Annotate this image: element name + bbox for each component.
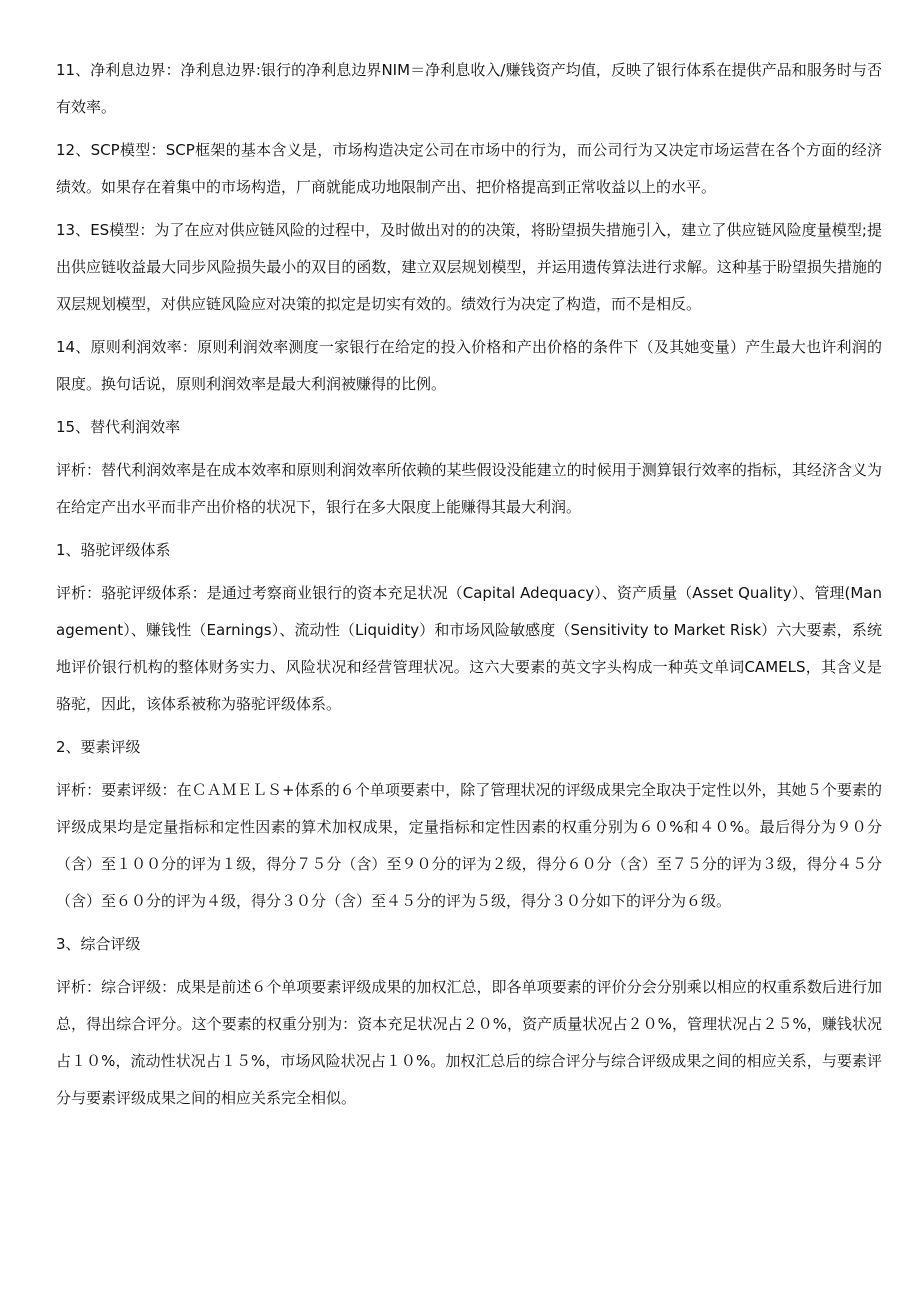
paragraph-camels-rating-system: 评析：骆驼评级体系：是通过考察商业银行的资本充足状况（Capital Adequacy）、资产质量（Asset Quality）、管理(Management）、赚钱性（Earnings）、流动性（Liquidity）和市场风险敏感度（Sensitivity to Market Risk）六大要素，系统地评价银行机构的整体财务实力、风险状况和经营管理状况。这六大要素的英文字头构成一种英文单词CAMELS，其含义是骆驼，因此，该体系被称为骆驼评级体系。 xyxy=(56,584,882,713)
document-page xyxy=(56,52,882,1123)
paragraph-component-rating: 评析：要素评级：在ＣＡＭＥＬＳ+体系的６个单项要素中，除了管理状况的评级成果完全取决于定性以外，其她５个要素的评级成果均是定量指标和定性因素的算术加权成果，定量指标和定性因素的权重分别为６０%和４０%。最后得分为９０分（含）至１００分的评为１级，得分７５分（含）至９０分的评为２级，得分６０分（含）至７５分的评为３级，得分４５分（含）至６０分的评为４级，得分３０分（含）至４５分的评为５级，得分３０分如下的评分为６级。 xyxy=(56,781,882,910)
paragraph-alternative-profit-efficiency: 评析：替代利润效率是在成本效率和原则利润效率所依赖的某些假设没能建立的时候用于测算银行效率的指标，其经济含义为在给定产出水平而非产出价格的状况下，银行在多大限度上能赚得其最大利润。 xyxy=(56,461,882,516)
heading-camels-rating-system: 1、骆驼评级体系 xyxy=(56,541,171,559)
paragraph-scp-model: 12、SCP模型：SCP框架的基本含义是，市场构造决定公司在市场中的行为，而公司行为又决定市场运营在各个方面的经济绩效。如果存在着集中的市场构造，厂商就能成功地限制产出、把价格提高到正常收益以上的水平。 xyxy=(56,141,882,196)
paragraph-es-model: 13、ES模型：为了在应对供应链风险的过程中，及时做出对的的决策，将盼望损失措施引入，建立了供应链风险度量模型;提出供应链收益最大同步风险损失最小的双目的函数，建立双层规划模型，并运用遗传算法进行求解。这种基于盼望损失措施的双层规划模型，对供应链风险应对决策的拟定是切实有效的。绩效行为决定了构造，而不是相反。 xyxy=(56,221,882,313)
heading-component-rating: 2、要素评级 xyxy=(56,738,141,756)
heading-composite-rating: 3、综合评级 xyxy=(56,935,141,953)
paragraph-composite-rating: 评析：综合评级：成果是前述６个单项要素评级成果的加权汇总，即各单项要素的评价分会分别乘以相应的权重系数后进行加总，得出综合评分。这个要素的权重分别为：资本充足状况占２０%，资产质量状况占２０%，管理状况占２５%，赚钱状况占１０%，流动性状况占１５%，市场风险状况占１０%。加权汇总后的综合评分与综合评级成果之间的相应关系，与要素评分与要素评级成果之间的相应关系完全相似。 xyxy=(56,978,882,1107)
heading-alternative-profit-efficiency: 15、替代利润效率 xyxy=(56,418,181,436)
paragraph-standard-profit-efficiency: 14、原则利润效率：原则利润效率测度一家银行在给定的投入价格和产出价格的条件下（及其她变量）产生最大也许利润的限度。换句话说，原则利润效率是最大利润被赚得的比例。 xyxy=(56,338,882,393)
paragraph-net-interest-margin: 11、净利息边界：净利息边界:银行的净利息边界NIM＝净利息收入/赚钱资产均值，反映了银行体系在提供产品和服务时与否有效率。 xyxy=(56,61,882,116)
